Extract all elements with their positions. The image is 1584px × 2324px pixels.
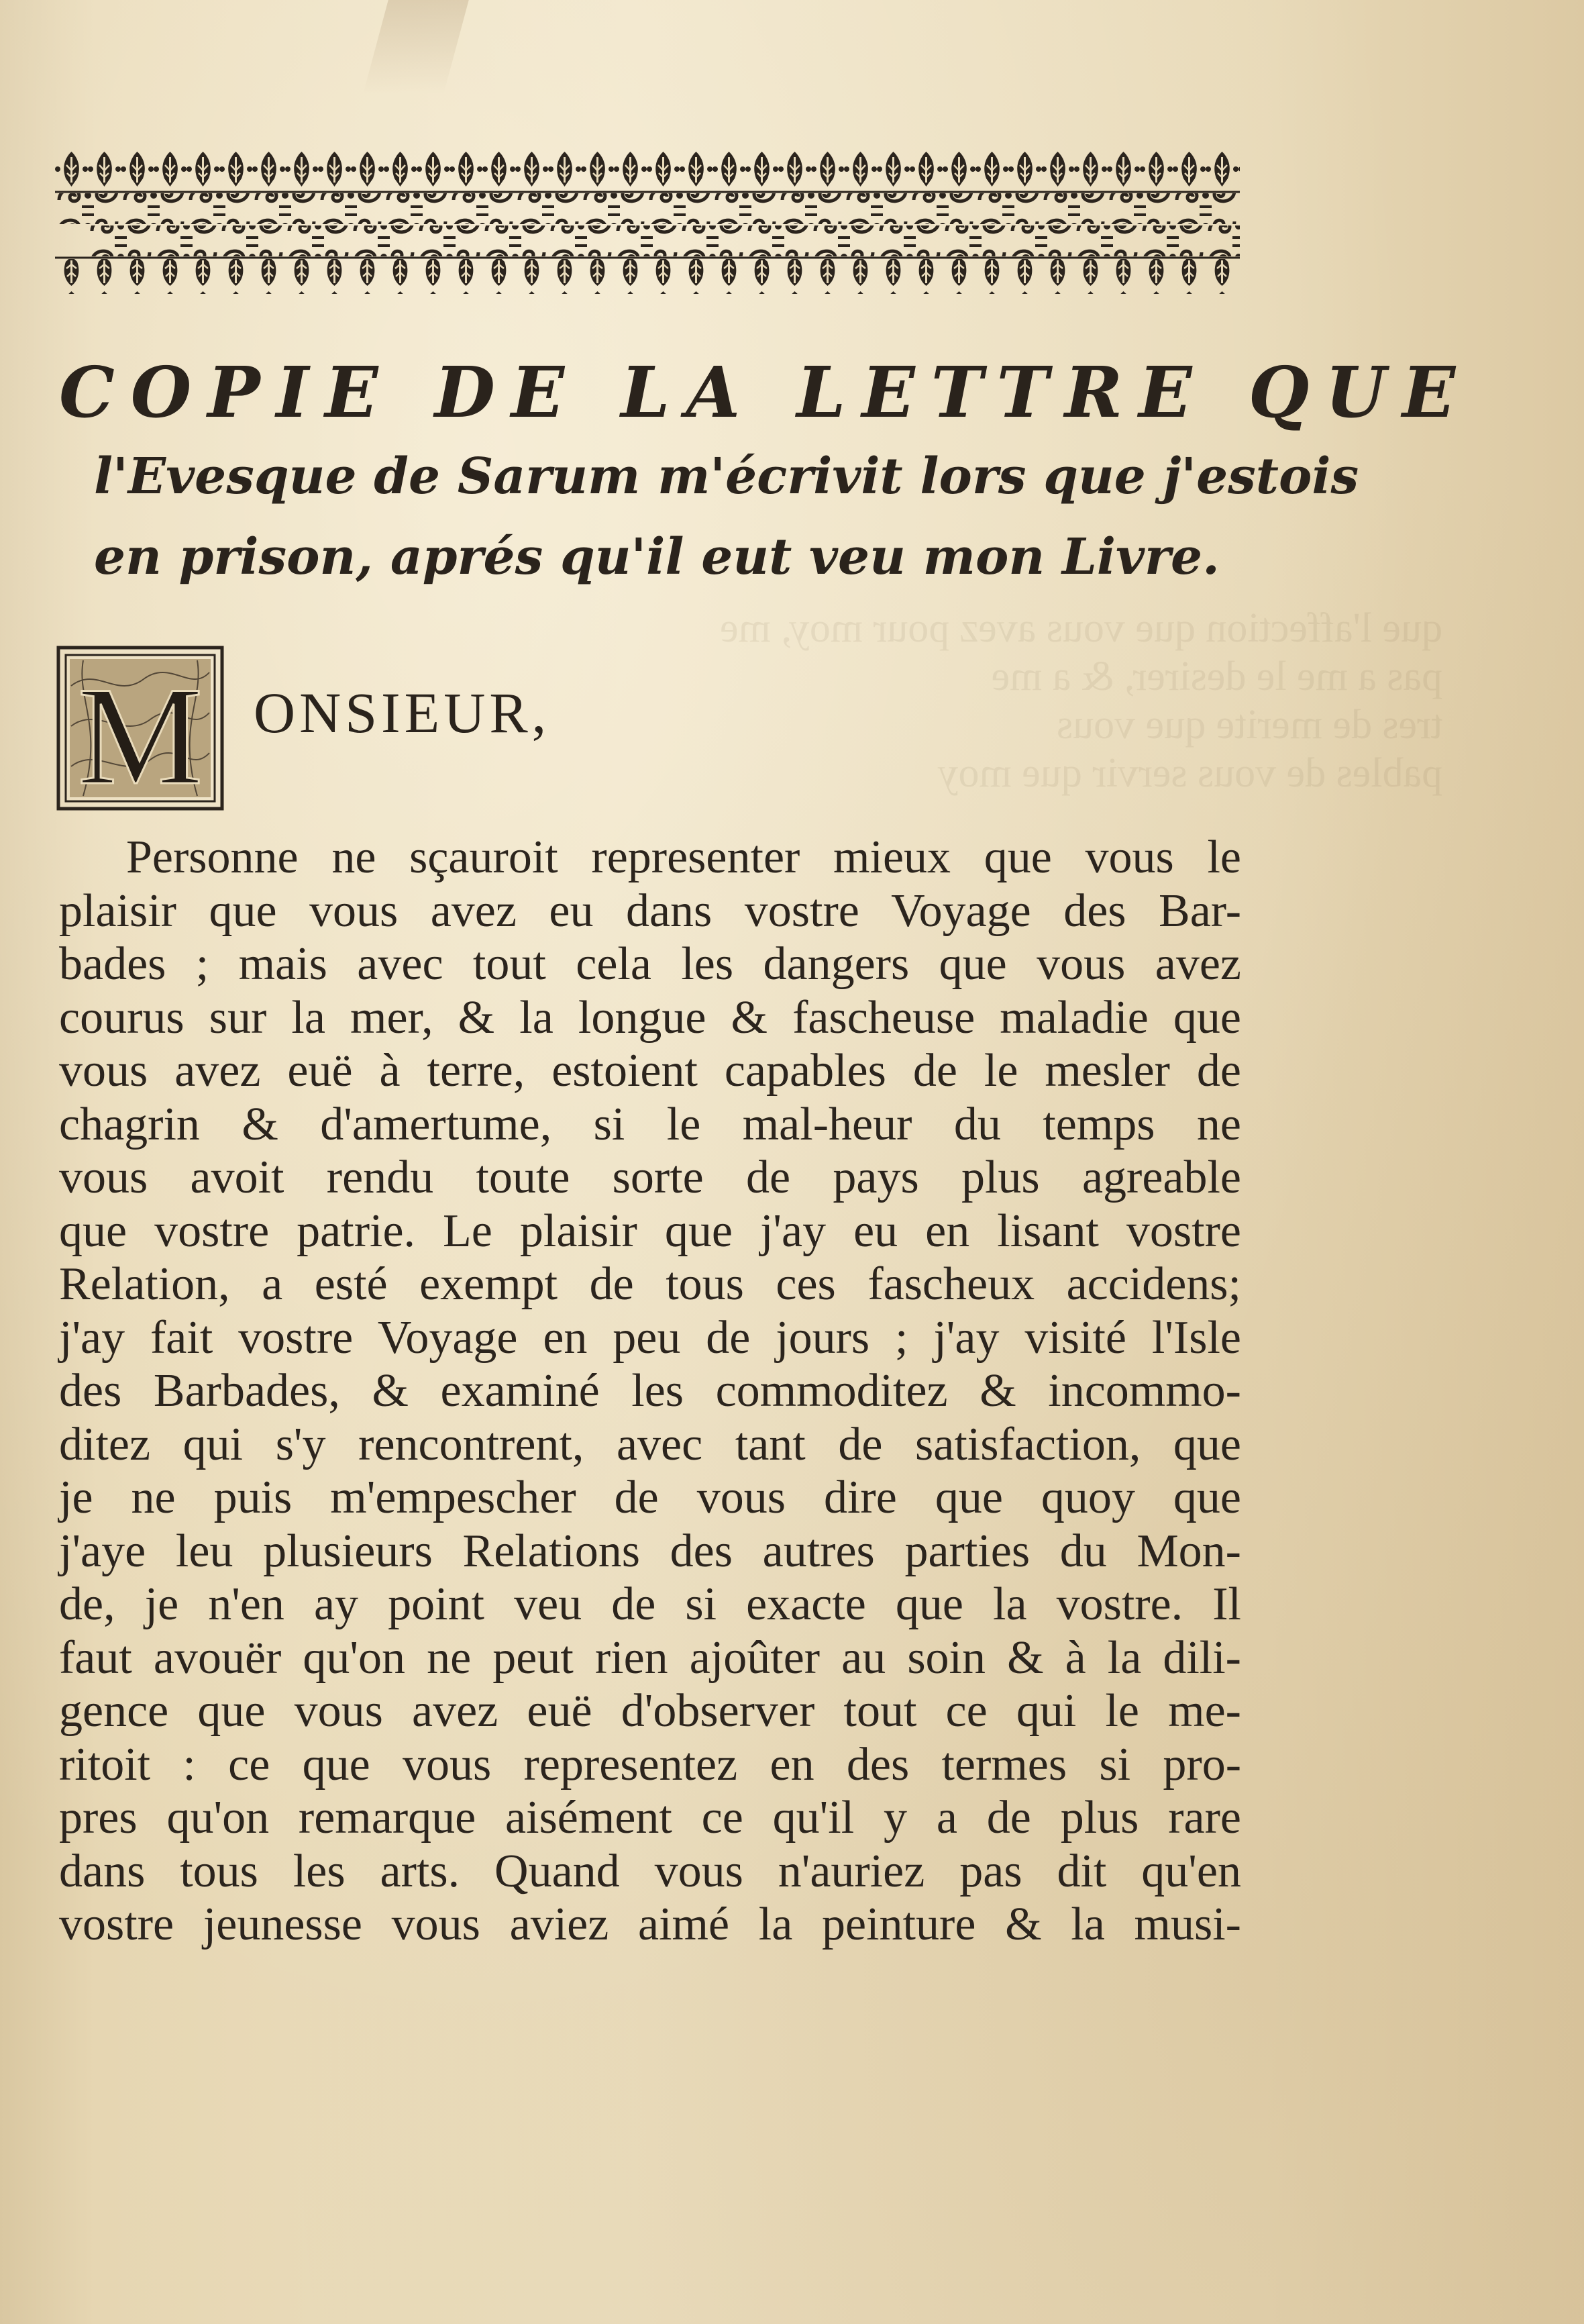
body-line: vous avez euë à terre, estoient capables de le mesler de xyxy=(59,1045,1241,1097)
body-line: chagrin & d'amertume, si le mal-heur du temps ne xyxy=(59,1098,1241,1150)
letter-body xyxy=(59,831,1241,1952)
decorated-initial xyxy=(56,646,224,811)
body-line: des Barbades, & examiné les commoditez & incommo- xyxy=(59,1365,1241,1417)
headpiece-ornament xyxy=(55,149,1240,295)
body-line: de, je n'en ay point veu de si exacte que la vostre. Il xyxy=(59,1578,1241,1630)
title-line-3: en prison, aprés qu'il eut veu mon Livre. xyxy=(94,528,1220,586)
body-line: je ne puis m'empescher de vous dire que quoy que xyxy=(59,1472,1241,1523)
title-line-1: COPIE DE LA LETTRE QUE xyxy=(59,351,1472,434)
body-line: faut avouër qu'on ne peut rien ajoûter au soin & à la dili- xyxy=(59,1631,1241,1684)
salutation: ONSIEUR, xyxy=(254,680,551,745)
body-line: j'ay fait vostre Voyage en peu de jours ; j'ay visité l'Isle xyxy=(59,1311,1241,1364)
body-line: pres qu'on remarque aisément ce qu'il y a de plus rare xyxy=(59,1792,1241,1843)
body-line: Relation, a esté exempt de tous ces fascheux accidens; xyxy=(59,1258,1241,1310)
body-line: vostre jeunesse vous aviez aimé la peinture & la musi- xyxy=(59,1899,1241,1950)
body-line: vous avoit rendu toute sorte de pays plus agreable xyxy=(59,1152,1241,1203)
body-line: bades ; mais avec tout cela les dangers que vous avez xyxy=(59,938,1241,990)
body-line: gence que vous avez euë d'observer tout ce qui le me- xyxy=(59,1685,1241,1737)
body-line: j'aye leu plusieurs Relations des autres parties du Mon- xyxy=(59,1525,1241,1577)
body-line: ritoit : ce que vous representez en des termes si pro- xyxy=(59,1738,1241,1790)
dropcap-letter: M xyxy=(77,658,203,811)
body-line: ditez qui s'y rencontrent, avec tant de satisfaction, que xyxy=(59,1418,1241,1470)
body-line: que vostre patrie. Le plaisir que j'ay eu en lisant vostre xyxy=(59,1205,1241,1257)
bleed-through-text: que l'affection que vous avez pour moy, me pas a me le desirer, & a me tres de merite que vous pables de vous servir que moy xyxy=(720,605,1442,796)
body-line: courus sur la mer, & la longue & fascheuse maladie que xyxy=(59,991,1241,1044)
body-line: plaisir que vous avez eu dans vostre Voyage des Bar- xyxy=(59,885,1241,937)
body-line: Personne ne sçauroit representer mieux que vous le xyxy=(126,831,1241,883)
letter-title xyxy=(59,349,1472,597)
title-line-2: l'Evesque de Sarum m'écrivit lors que j'estois xyxy=(94,448,1359,505)
paper-fold-shadow xyxy=(363,0,469,94)
body-line: dans tous les arts. Quand vous n'auriez pas dit qu'en xyxy=(59,1845,1241,1897)
